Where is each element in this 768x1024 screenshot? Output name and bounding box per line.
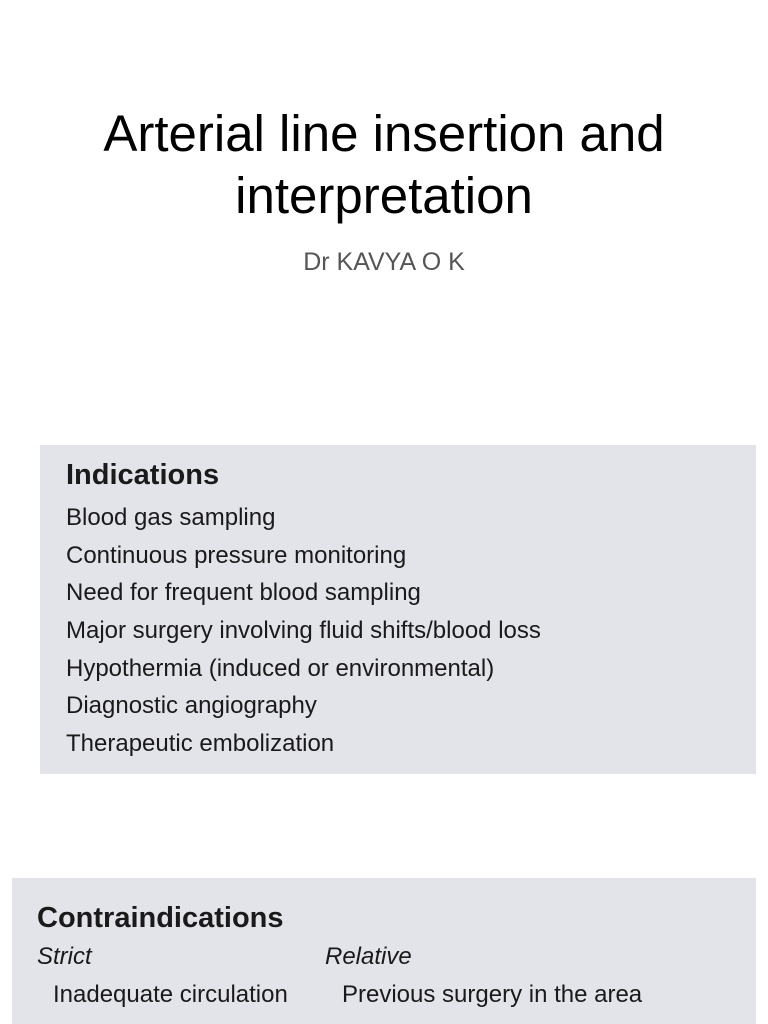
strict-contraindication-item: Inadequate circulation [53,981,288,1008]
relative-contraindication-item: Previous surgery in the area [342,981,643,1008]
indication-item: Therapeutic embolization [66,730,335,758]
indications-box [40,445,756,774]
relative-column-label: Relative [325,943,412,970]
author-subtitle: Dr KAVYA O K [303,248,465,276]
title-line-1: Arterial line insertion and [103,105,665,162]
title-line-2: interpretation [235,167,533,224]
indication-item: Need for frequent blood sampling [66,579,421,607]
indication-item: Major surgery involving fluid shifts/blood loss [66,617,541,645]
indications-list [66,499,541,763]
strict-column-label: Strict [37,943,92,970]
indication-item: Blood gas sampling [66,504,276,531]
indication-item: Diagnostic angiography [66,692,317,720]
indication-item: Hypothermia (induced or environmental) [66,654,495,682]
indications-heading: Indications [66,459,220,491]
contraindications-heading: Contraindications [37,902,284,934]
contraindications-box [12,878,756,1024]
indication-item: Continuous pressure monitoring [66,541,407,569]
slide-title [0,103,768,227]
